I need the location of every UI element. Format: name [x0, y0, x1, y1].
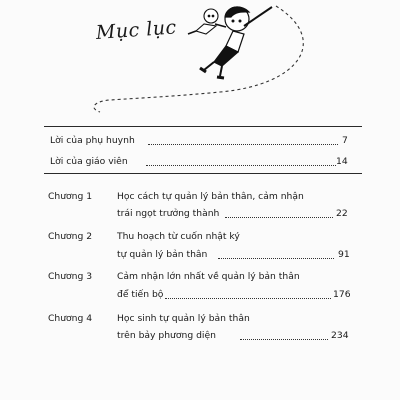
chapter-title-line2: trái ngọt trưởng thành	[117, 208, 220, 219]
chapter-page: 176	[333, 289, 351, 300]
chapter-page: 22	[336, 208, 348, 219]
chapter-title-line2: trên bảy phương diện	[117, 330, 216, 341]
chapter-page: 91	[338, 249, 350, 260]
bottom-rule	[44, 173, 362, 174]
chapter-title-line1: Cảm nhận lớn nhất về quản lý bản thân	[117, 271, 300, 282]
chapter-title-line1: Thu hoạch từ cuốn nhật ký	[117, 231, 240, 242]
toc-entry-title: Lời của phụ huynh	[50, 135, 135, 146]
toc-entry-page: 14	[336, 156, 348, 167]
chapter-page: 234	[331, 330, 349, 341]
chapter-label: Chương 3	[48, 271, 93, 282]
chapter-title-line2: tự quản lý bản thân	[117, 249, 208, 260]
dotted-leader	[148, 144, 338, 145]
baby-figure	[188, 9, 226, 34]
page-title: Mục lục	[95, 16, 178, 44]
flying-children-illustration	[0, 0, 400, 125]
toc-entry-page: 7	[342, 135, 348, 146]
dotted-leader	[218, 258, 334, 259]
dotted-leader	[146, 165, 336, 166]
dotted-leader	[225, 217, 333, 218]
dotted-leader	[165, 298, 331, 299]
top-rule	[44, 126, 362, 127]
chapter-label: Chương 2	[48, 231, 93, 242]
chapter-label: Chương 4	[48, 313, 93, 324]
chapter-title-line1: Học sinh tự quản lý bản thân	[117, 313, 250, 324]
chapter-label: Chương 1	[48, 191, 93, 202]
chapter-title-line1: Học cách tự quản lý bản thân, cảm nhận	[117, 191, 304, 202]
dotted-leader	[240, 339, 328, 340]
toc-entry-title: Lời của giáo viên	[50, 156, 128, 167]
chapter-title-line2: để tiến bộ	[117, 289, 164, 300]
